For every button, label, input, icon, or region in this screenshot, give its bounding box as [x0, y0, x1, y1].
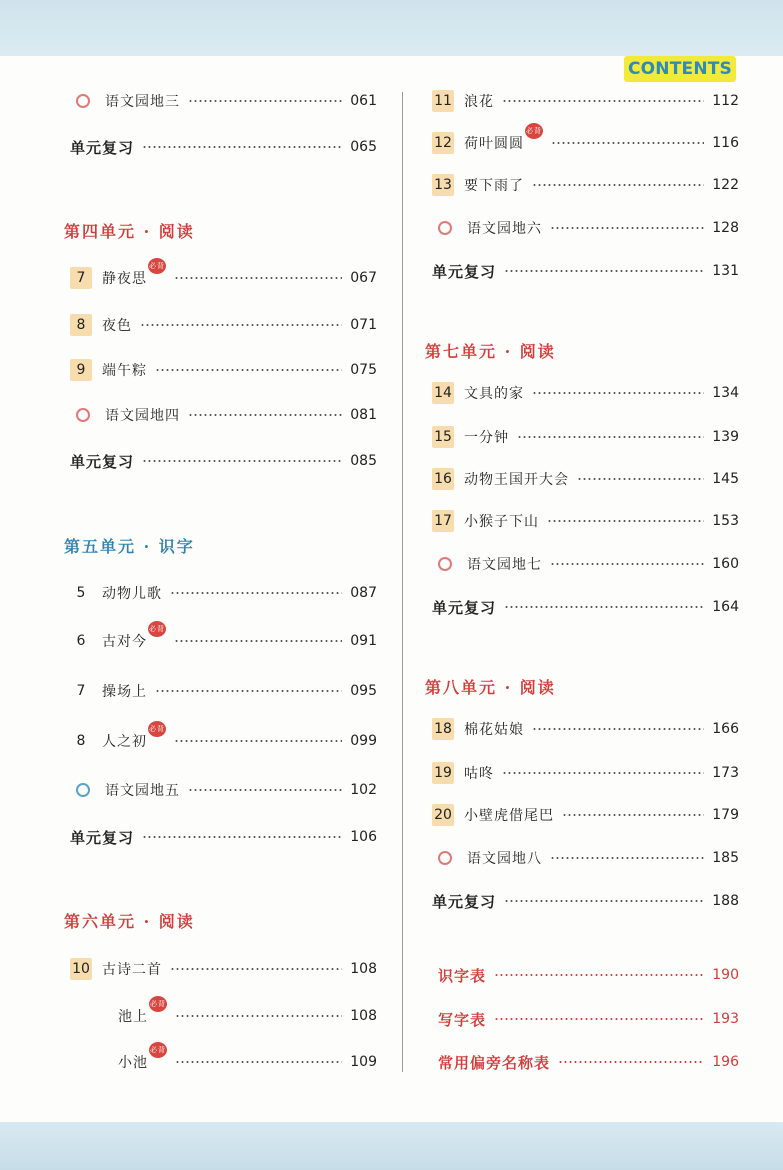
- lesson-number: 9: [70, 359, 92, 381]
- entry-page: 099: [350, 733, 377, 749]
- entry-title: 文具的家: [464, 386, 524, 402]
- entry-title: 荷叶圆圆必背: [464, 133, 543, 153]
- toc-entry[interactable]: [432, 888, 739, 914]
- entry-title: 夜色: [102, 318, 132, 334]
- circle-marker-icon: [438, 851, 452, 865]
- entry-page: 091: [350, 633, 377, 649]
- unit-heading: 第八单元 · 阅读: [425, 678, 556, 697]
- entry-title: 池上必背: [118, 1006, 167, 1026]
- dot-leader: [142, 460, 342, 462]
- dot-leader: [502, 772, 704, 774]
- lesson-number: 8: [70, 314, 92, 336]
- appendix-entry[interactable]: [438, 962, 739, 988]
- entry-page: 065: [350, 139, 377, 155]
- dot-leader: [504, 270, 704, 272]
- entry-page: 095: [350, 683, 377, 699]
- toc-entry[interactable]: [70, 88, 377, 114]
- toc-entry[interactable]: [70, 777, 377, 803]
- entry-page: 112: [712, 93, 739, 109]
- toc-entry[interactable]: [70, 402, 377, 428]
- circle-marker-icon: [438, 557, 452, 571]
- entry-title: 要下雨了: [464, 178, 524, 194]
- entry-title: 语文园地八: [467, 851, 542, 867]
- toc-entry[interactable]: [432, 258, 739, 284]
- lesson-number: 5: [76, 585, 86, 601]
- dot-leader: [142, 836, 342, 838]
- entry-title: 静夜思必背: [102, 268, 166, 288]
- entry-title: 语文园地七: [467, 557, 542, 573]
- lesson-number: 14: [432, 382, 454, 404]
- toc-entry[interactable]: [432, 127, 739, 156]
- toc-entry[interactable]: [70, 625, 377, 654]
- column-divider: [402, 92, 403, 1072]
- toc-entry[interactable]: [70, 448, 377, 474]
- dot-leader: [170, 968, 342, 970]
- entry-title: 单元复习: [432, 598, 497, 617]
- must-recite-badge: 必背: [149, 1042, 167, 1058]
- lesson-number: 7: [76, 683, 86, 699]
- entry-page: 109: [350, 1054, 377, 1070]
- dot-leader: [532, 184, 704, 186]
- entry-page: 122: [712, 177, 739, 193]
- lesson-number: 8: [76, 733, 86, 749]
- entry-title: 小猴子下山: [464, 514, 539, 530]
- dot-leader: [155, 690, 342, 692]
- toc-entry[interactable]: [432, 88, 739, 114]
- toc-entry[interactable]: [70, 357, 377, 383]
- lesson-number: 10: [70, 958, 92, 980]
- lesson-number: 11: [432, 90, 454, 112]
- dot-leader: [532, 392, 704, 394]
- toc-entry[interactable]: [432, 424, 739, 450]
- dot-leader: [532, 728, 704, 730]
- toc-entry[interactable]: [432, 845, 739, 871]
- entry-page: 196: [712, 1054, 739, 1070]
- bottom-decor-band: [0, 1122, 783, 1170]
- entry-page: 075: [350, 362, 377, 378]
- entry-title: 小壁虎借尾巴: [464, 808, 554, 824]
- dot-leader: [170, 592, 342, 594]
- lesson-number: 20: [432, 804, 454, 826]
- entry-page: 106: [350, 829, 377, 845]
- toc-entry[interactable]: [432, 466, 739, 492]
- toc-entry[interactable]: [432, 716, 739, 742]
- dot-leader: [174, 740, 342, 742]
- dot-leader: [504, 900, 704, 902]
- lesson-number: 6: [76, 633, 86, 649]
- dot-leader: [142, 146, 342, 148]
- entry-title: 动物王国开大会: [464, 472, 569, 488]
- entry-page: 145: [712, 471, 739, 487]
- entry-page: 108: [350, 961, 377, 977]
- dot-leader: [547, 520, 704, 522]
- unit-heading: 第五单元 · 识字: [64, 537, 195, 556]
- entry-title: 古对今必背: [102, 631, 166, 651]
- entry-page: 160: [712, 556, 739, 572]
- must-recite-badge: 必背: [148, 258, 166, 274]
- toc-entry[interactable]: [118, 1000, 377, 1029]
- toc-entry[interactable]: [70, 134, 377, 160]
- dot-leader: [174, 277, 342, 279]
- entry-page: 081: [350, 407, 377, 423]
- entry-title: 常用偏旁名称表: [438, 1053, 551, 1072]
- toc-entry[interactable]: [432, 802, 739, 828]
- entry-title: 操场上: [102, 684, 147, 700]
- entry-title: 单元复习: [70, 828, 135, 847]
- toc-entry[interactable]: [432, 760, 739, 786]
- toc-entry[interactable]: [70, 678, 377, 704]
- lesson-number: 16: [432, 468, 454, 490]
- dot-leader: [517, 436, 704, 438]
- entry-page: 153: [712, 513, 739, 529]
- entry-title: 人之初必背: [102, 731, 166, 751]
- circle-marker-icon: [438, 221, 452, 235]
- dot-leader: [188, 414, 342, 416]
- toc-entry[interactable]: [118, 1046, 377, 1075]
- lesson-number: 18: [432, 718, 454, 740]
- dot-leader: [155, 369, 342, 371]
- unit-heading: 第七单元 · 阅读: [425, 342, 556, 361]
- entry-title: 单元复习: [70, 452, 135, 471]
- toc-entry[interactable]: [70, 262, 377, 291]
- dot-leader: [175, 1015, 342, 1017]
- entry-title: 语文园地三: [105, 94, 180, 110]
- entry-page: 173: [712, 765, 739, 781]
- entry-page: 188: [712, 893, 739, 909]
- entry-title: 写字表: [438, 1010, 487, 1029]
- dot-leader: [550, 857, 704, 859]
- dot-leader: [551, 142, 704, 144]
- entry-title: 端午粽: [102, 363, 147, 379]
- toc-entry[interactable]: [432, 215, 739, 241]
- entry-page: 102: [350, 782, 377, 798]
- entry-page: 087: [350, 585, 377, 601]
- dot-leader: [174, 640, 342, 642]
- top-decor-band: [0, 0, 783, 56]
- lesson-number: 7: [70, 267, 92, 289]
- entry-title: 咕咚: [464, 766, 494, 782]
- dot-leader: [140, 324, 342, 326]
- entry-title: 语文园地五: [105, 783, 180, 799]
- toc-entry[interactable]: [70, 725, 377, 754]
- circle-marker-icon: [76, 94, 90, 108]
- dot-leader: [188, 789, 342, 791]
- lesson-number: 15: [432, 426, 454, 448]
- entry-page: 131: [712, 263, 739, 279]
- dot-leader: [577, 478, 704, 480]
- toc-entry[interactable]: [432, 508, 739, 534]
- entry-title: 识字表: [438, 966, 487, 985]
- appendix-entry[interactable]: [438, 1006, 739, 1032]
- must-recite-badge: 必背: [148, 721, 166, 737]
- entry-title: 古诗二首: [102, 962, 162, 978]
- circle-marker-icon: [76, 783, 90, 797]
- must-recite-badge: 必背: [149, 996, 167, 1012]
- entry-title: 小池必背: [118, 1052, 167, 1072]
- entry-page: 185: [712, 850, 739, 866]
- toc-entry[interactable]: [70, 580, 377, 606]
- entry-page: 071: [350, 317, 377, 333]
- entry-page: 108: [350, 1008, 377, 1024]
- entry-page: 139: [712, 429, 739, 445]
- dot-leader: [504, 606, 704, 608]
- toc-entry[interactable]: [70, 312, 377, 338]
- dot-leader: [558, 1061, 704, 1063]
- dot-leader: [550, 227, 704, 229]
- unit-heading: 第六单元 · 阅读: [64, 912, 195, 931]
- entry-page: 164: [712, 599, 739, 615]
- entry-title: 语文园地四: [105, 408, 180, 424]
- lesson-number: 19: [432, 762, 454, 784]
- entry-title: 浪花: [464, 94, 494, 110]
- toc-entry[interactable]: [432, 594, 739, 620]
- lesson-number: 17: [432, 510, 454, 532]
- dot-leader: [494, 974, 704, 976]
- must-recite-badge: 必背: [148, 621, 166, 637]
- contents-badge: CONTENTS: [624, 56, 736, 82]
- unit-heading: 第四单元 · 阅读: [64, 222, 195, 241]
- entry-page: 128: [712, 220, 739, 236]
- entry-page: 085: [350, 453, 377, 469]
- entry-page: 067: [350, 270, 377, 286]
- appendix-entry[interactable]: [438, 1049, 739, 1075]
- entry-title: 单元复习: [432, 262, 497, 281]
- entry-page: 116: [712, 135, 739, 151]
- entry-page: 193: [712, 1011, 739, 1027]
- entry-page: 190: [712, 967, 739, 983]
- lesson-number: 12: [432, 132, 454, 154]
- entry-page: 061: [350, 93, 377, 109]
- dot-leader: [562, 814, 704, 816]
- entry-page: 166: [712, 721, 739, 737]
- lesson-number: 13: [432, 174, 454, 196]
- entry-title: 动物儿歌: [102, 586, 162, 602]
- toc-entry[interactable]: [432, 551, 739, 577]
- dot-leader: [494, 1018, 704, 1020]
- dot-leader: [550, 563, 704, 565]
- dot-leader: [502, 100, 704, 102]
- dot-leader: [188, 100, 342, 102]
- entry-page: 134: [712, 385, 739, 401]
- toc-entry[interactable]: [70, 824, 377, 850]
- entry-title: 单元复习: [70, 138, 135, 157]
- entry-page: 179: [712, 807, 739, 823]
- toc-entry[interactable]: [432, 172, 739, 198]
- dot-leader: [175, 1061, 342, 1063]
- entry-title: 单元复习: [432, 892, 497, 911]
- toc-entry[interactable]: [432, 380, 739, 406]
- toc-entry[interactable]: [70, 956, 377, 982]
- must-recite-badge: 必背: [525, 123, 543, 139]
- entry-title: 语文园地六: [467, 221, 542, 237]
- entry-title: 棉花姑娘: [464, 722, 524, 738]
- entry-title: 一分钟: [464, 430, 509, 446]
- circle-marker-icon: [76, 408, 90, 422]
